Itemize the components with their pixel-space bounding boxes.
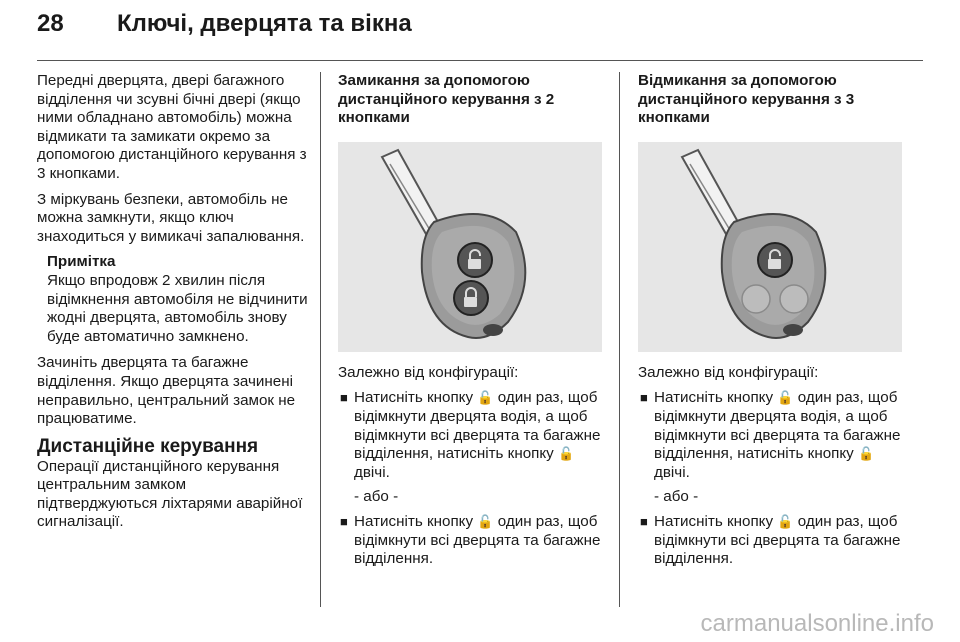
config-intro: Залежно від конфігурації: xyxy=(638,363,819,381)
or-separator: - або - xyxy=(354,488,399,506)
page-title: Ключі, дверцята та вікна xyxy=(117,10,412,37)
instruction-text: двічі. xyxy=(654,463,690,481)
bullet-icon: ■ xyxy=(640,513,648,529)
config-intro: Залежно від конфігурації: xyxy=(338,363,519,381)
key-fob-2-button-illustration xyxy=(338,142,602,352)
paragraph-safety: З міркувань безпеки, автомобіль не можна замкнути, якщо ключ знаходиться у вимикачі запалювання. xyxy=(37,190,305,245)
list-item xyxy=(638,513,906,569)
instruction-text: один раз, щоб відімкнути всі дверцята та багажне відділення. xyxy=(654,512,901,568)
column-3 xyxy=(638,72,906,575)
unlock-icon: 🔓 xyxy=(858,446,875,462)
column-divider-1 xyxy=(320,72,321,607)
heading-2-button: Замикання за допомогою дистанційного керування з 2 кнопками xyxy=(338,72,555,127)
paragraph-doors: Передні дверцята, двері багажного відділення чи зсувні бічні двері (якщо ними обладнано автомобіль) можна відмикати та замикати окремо за допомогою дистанційного керування з 3 кнопками. xyxy=(37,72,307,182)
bullet-icon: ■ xyxy=(640,390,648,406)
note-text: Якщо впродовж 2 хвилин після відімкнення автомобіля не відчинити жодні дверцята, автомобіль знову буде автоматично замкнено. xyxy=(47,271,308,345)
column-1 xyxy=(37,72,309,539)
instructions-list xyxy=(638,389,906,482)
instruction-text: двічі. xyxy=(354,463,390,481)
page-number: 28 xyxy=(37,10,64,37)
key-fob-3-button-illustration xyxy=(638,142,902,352)
unlock-icon: 🔓 xyxy=(777,390,794,406)
list-item xyxy=(338,389,606,482)
bullet-icon: ■ xyxy=(340,513,348,529)
list-item xyxy=(638,389,906,482)
instruction-text: Натисніть кнопку xyxy=(354,512,474,530)
paragraph-close-doors: Зачиніть дверцята та багажне відділення. Якщо дверцята зачинені неправильно, центральний замок не працюватиме. xyxy=(37,354,296,428)
paragraph-remote: Операції дистанційного керування центральним замком підтверджуються ліхтарями аварійної сигналізації. xyxy=(37,457,303,531)
column-2 xyxy=(338,72,606,575)
note-box xyxy=(47,253,309,346)
instruction-text: один раз, щоб відімкнути дверцята водія, а щоб відімкнути всі дверцята та багажне відділення, натисніть кнопку xyxy=(654,389,901,463)
header-rule xyxy=(37,60,923,61)
unlock-icon: 🔓 xyxy=(477,513,494,529)
list-item xyxy=(338,513,606,569)
unlock-icon: 🔓 xyxy=(558,446,575,462)
instruction-text: Натисніть кнопку xyxy=(654,512,774,530)
note-title: Примітка xyxy=(47,253,116,271)
instructions-list xyxy=(338,513,606,569)
instruction-text: Натисніть кнопку xyxy=(354,389,474,407)
watermark: carmanualsonline.info xyxy=(700,610,934,637)
unlock-icon: 🔓 xyxy=(777,513,794,529)
heading-3-button: Відмикання за допомогою дистанційного керування з 3 кнопками xyxy=(638,72,855,127)
instruction-text: один раз, щоб відімкнути дверцята водія, а щоб відімкнути всі дверцята та багажне відділення, натисніть кнопку xyxy=(354,389,601,463)
instruction-text: один раз, щоб відімкнути всі дверцята та багажне відділення. xyxy=(354,512,601,568)
or-separator: - або - xyxy=(654,488,699,506)
section-heading-remote: Дистанційне керування xyxy=(37,435,259,457)
instruction-text: Натисніть кнопку xyxy=(654,389,774,407)
bullet-icon: ■ xyxy=(340,390,348,406)
instructions-list xyxy=(338,389,606,482)
unlock-icon: 🔓 xyxy=(477,390,494,406)
instructions-list xyxy=(638,513,906,569)
column-divider-2 xyxy=(619,72,620,607)
